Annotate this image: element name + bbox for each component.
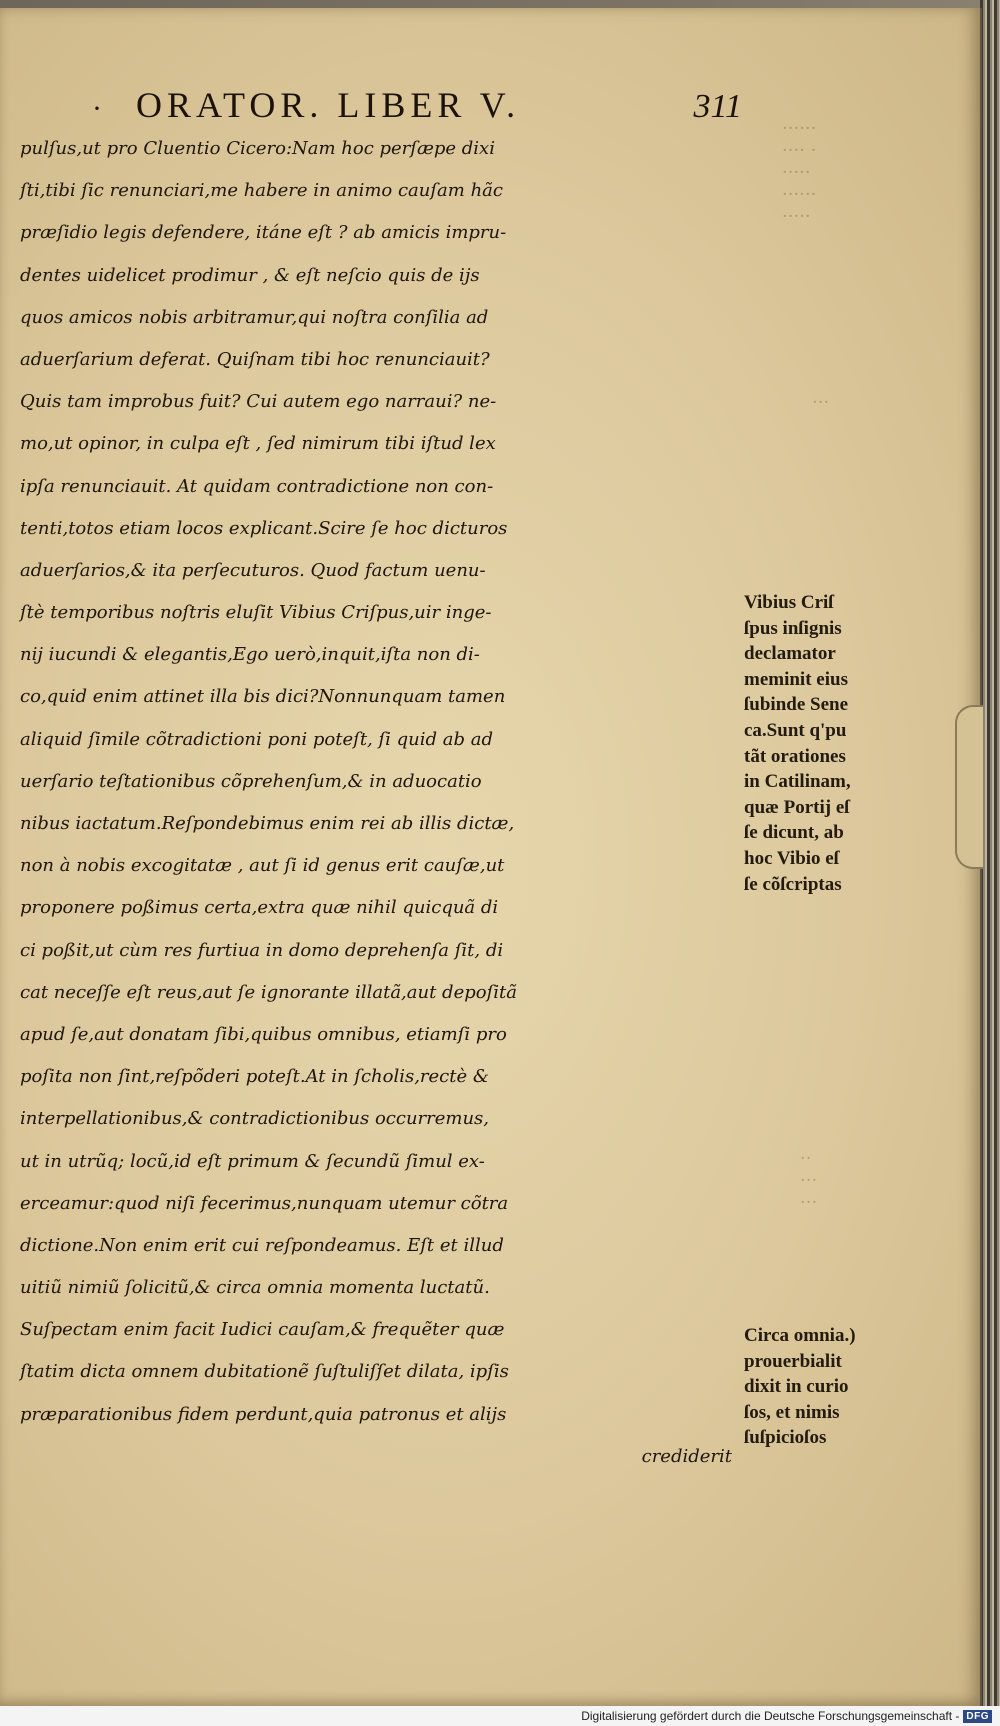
- text-line: Suſpectam enim facit Iudici cauſam,& frequẽter quæ: [20, 1319, 505, 1341]
- show-through-marks: ···: [812, 392, 830, 413]
- text-line: ci poßit,ut cùm res furtiua in domo deprehenſa ſit, di: [20, 939, 504, 961]
- text-line: ut in utrũq; locũ,id eſt primum & ſecundũ ſimul ex-: [20, 1150, 485, 1172]
- text-line: uerſario teſtationibus cõprehenſum,& in aduocatio: [20, 770, 482, 792]
- book-edge-strip: [980, 0, 1000, 1726]
- show-through-marks: ·· ··· ···: [800, 1148, 818, 1213]
- marginal-note: [744, 1323, 934, 1451]
- text-line: aduerſarium deferat. Quiſnam tibi hoc renunciauit?: [20, 348, 490, 370]
- marginal-note-line: ca.Sunt q'pu: [744, 719, 847, 741]
- text-line: præſidio legis defendere, itáne eſt ? ab amicis impru-: [20, 222, 507, 244]
- marginal-note-line: declamator: [744, 643, 836, 665]
- text-line: præparationibus fidem perdunt,quia patronus et alijs: [20, 1403, 507, 1425]
- marginal-note-line: ſpus inſignis: [744, 617, 842, 639]
- marginal-note: [744, 590, 934, 897]
- text-line: apud ſe,aut donatam ſibi,quibus omnibus, etiamſi pro: [20, 1023, 507, 1045]
- marginal-note-line: prouerbialit: [744, 1350, 842, 1372]
- text-line: proponere poßimus certa,extra quæ nihil quicquã di: [20, 897, 499, 919]
- running-title: ORATOR. LIBER V.: [136, 85, 521, 125]
- marginal-note-line: dixit in curio: [744, 1376, 849, 1398]
- text-line: ipſa renunciauit. At quidam contradictione non con-: [20, 475, 494, 497]
- page-edge-fold: [955, 705, 983, 869]
- marginal-note-line: ſos, et nimis: [744, 1401, 840, 1423]
- page-number: 311: [693, 88, 742, 125]
- text-line: quos amicos nobis arbitramur,qui noſtra conſilia ad: [20, 306, 489, 328]
- dfg-logo: DFG: [963, 1710, 992, 1723]
- text-line: ſti,tibi ſic renunciari,me habere in animo cauſam hãc: [20, 180, 503, 202]
- footer-credit: Digitalisierung gefördert durch die Deutsche Forschungsgemeinschaft -: [581, 1709, 960, 1723]
- marginal-note-line: ſe dicunt, ab: [744, 822, 844, 844]
- marginal-note-line: ſuſpicioſos: [744, 1427, 827, 1449]
- marginal-note-line: ſubinde Sene: [744, 694, 849, 716]
- text-line: poſita non ſint,reſpõderi poteſt.At in ſcholis,rectè &: [20, 1066, 489, 1088]
- marginal-note-line: in Catilinam,: [744, 771, 851, 793]
- text-line: dictione.Non enim erit cui reſpondeamus. Eſt et illud: [20, 1234, 504, 1256]
- text-line: non à nobis excogitatæ , aut ſi id genus erit cauſæ,ut: [20, 855, 505, 877]
- text-line: nij iucundi & elegantis,Ego uerò,inquit,iſta non di-: [20, 644, 480, 666]
- main-text-block: [20, 128, 742, 1478]
- text-line: ſtatim dicta omnem dubitationẽ ſuſtuliſſet dilata, ipſis: [20, 1361, 509, 1383]
- text-line: co,quid enim attinet illa bis dici?Nonnunquam tamen: [20, 686, 506, 708]
- text-line: Quis tam improbus fuit? Cui autem ego narraui? ne-: [20, 391, 497, 413]
- text-line: pulſus,ut pro Cluentio Cicero:Nam hoc perſæpe dixi: [20, 138, 495, 159]
- digitization-footer: [0, 1706, 1000, 1726]
- text-line: cat neceſſe eſt reus,aut ſe ignorante illatã,aut depoſitã: [20, 981, 517, 1003]
- marginal-note-line: ſe cõſcriptas: [744, 873, 842, 895]
- text-line: erceamur:quod niſi fecerimus,nunquam utemur cõtra: [20, 1192, 509, 1214]
- text-line: ſtè temporibus noſtris eluſit Vibius Criſpus,uir inge-: [20, 602, 492, 624]
- marginal-note-line: meminit eius: [744, 668, 848, 690]
- marginal-note-line: Circa omnia.): [744, 1325, 856, 1346]
- catchword: crediderit: [641, 1445, 732, 1467]
- text-line: aliquid ſimile cõtradictioni poni poteſt, ſi quid ab ad: [20, 728, 493, 750]
- marginal-note-line: tãt orationes: [744, 745, 846, 767]
- text-line: tenti,totos etiam locos explicant.Scire ſe hoc dicturos: [20, 517, 508, 539]
- marginal-note-line: Vibius Criſ: [744, 592, 834, 613]
- text-line: nibus iactatum.Reſpondebimus enim rei ab illis dictæ,: [20, 813, 515, 834]
- running-header: [92, 80, 742, 126]
- show-through-marks: ······ ···· · ····· ······ ·····: [782, 118, 817, 227]
- text-line: interpellationibus,& contradictionibus occurremus,: [20, 1108, 490, 1130]
- marginal-note-line: quæ Portij eſ: [744, 796, 850, 818]
- text-line: mo,ut opinor, in culpa eſt , ſed nimirum tibi iſtud lex: [20, 433, 496, 455]
- header-ornament: ·: [92, 92, 102, 125]
- text-line: dentes uidelicet prodimur , & eſt neſcio quis de ijs: [20, 264, 480, 286]
- marginal-note-line: hoc Vibio eſ: [744, 847, 840, 869]
- text-line: uitiũ nimiũ ſolicitũ,& circa omnia momenta luctatũ.: [20, 1277, 490, 1299]
- text-line: aduerſarios,& ita perſecuturos. Quod factum uenu-: [20, 559, 486, 581]
